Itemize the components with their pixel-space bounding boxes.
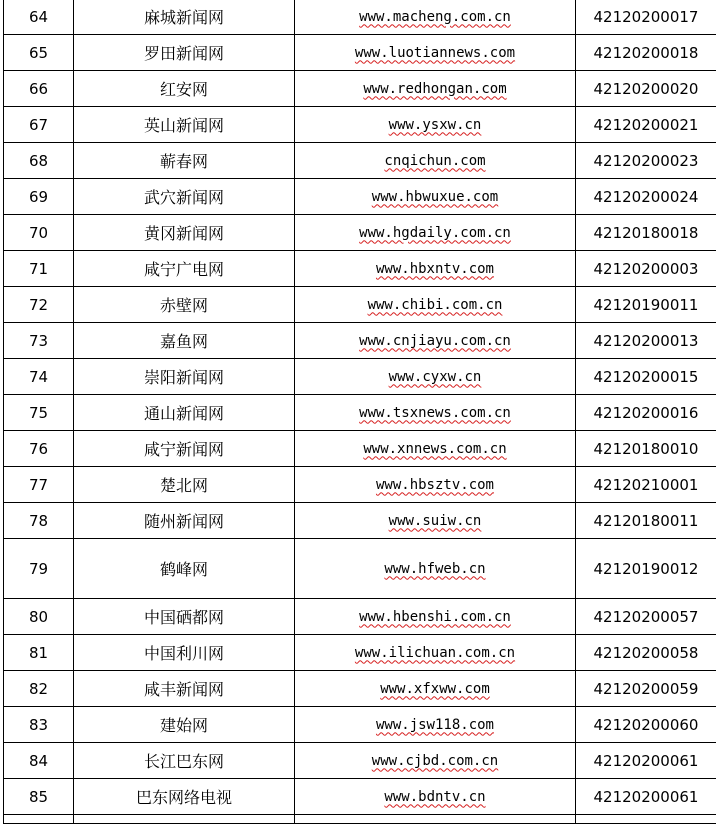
license-number-cell: 42120200016 xyxy=(576,395,717,431)
table-row xyxy=(4,539,717,599)
row-number-cell: 80 xyxy=(4,599,74,635)
site-name-cell: 随州新闻网 xyxy=(74,503,295,539)
site-url-text: www.xnnews.com.cn xyxy=(363,440,507,457)
table-row xyxy=(4,395,717,431)
license-number-cell: 42120190011 xyxy=(576,287,717,323)
site-url-cell xyxy=(295,215,576,251)
table-row xyxy=(4,779,717,815)
license-number-cell: 42120200058 xyxy=(576,635,717,671)
license-number-cell: 42120200059 xyxy=(576,671,717,707)
site-url-cell xyxy=(295,71,576,107)
site-url-cell xyxy=(295,635,576,671)
row-number-cell: 78 xyxy=(4,503,74,539)
license-number-cell: 42120200024 xyxy=(576,179,717,215)
table-row xyxy=(4,707,717,743)
site-url-cell xyxy=(295,107,576,143)
site-url-cell xyxy=(295,431,576,467)
site-url-cell xyxy=(295,539,576,599)
table-row xyxy=(4,743,717,779)
row-number-cell: 84 xyxy=(4,743,74,779)
site-url-text: www.cjbd.com.cn xyxy=(371,752,499,769)
table-row xyxy=(4,107,717,143)
row-number-cell: 71 xyxy=(4,251,74,287)
site-name-cell: 英山新闻网 xyxy=(74,107,295,143)
site-name-cell: 咸丰新闻网 xyxy=(74,671,295,707)
table-row xyxy=(4,143,717,179)
site-url-text: www.hgdaily.com.cn xyxy=(359,224,511,241)
table-row xyxy=(4,287,717,323)
table-row xyxy=(4,431,717,467)
license-number-cell: 42120200061 xyxy=(576,779,717,815)
empty-cell xyxy=(295,815,576,824)
license-number-cell: 42120200057 xyxy=(576,599,717,635)
table-row xyxy=(4,635,717,671)
row-number-cell: 64 xyxy=(4,0,74,35)
empty-cell xyxy=(576,815,717,824)
site-url-cell xyxy=(295,779,576,815)
row-number-cell: 83 xyxy=(4,707,74,743)
table-row xyxy=(4,359,717,395)
row-number-cell: 85 xyxy=(4,779,74,815)
table-row xyxy=(4,215,717,251)
row-number-cell: 76 xyxy=(4,431,74,467)
site-url-text: www.suiw.cn xyxy=(388,512,482,529)
table-row xyxy=(4,323,717,359)
license-number-cell: 42120200015 xyxy=(576,359,717,395)
table-row xyxy=(4,179,717,215)
site-name-cell: 嘉鱼网 xyxy=(74,323,295,359)
site-url-cell xyxy=(295,359,576,395)
site-url-text: www.hfweb.cn xyxy=(384,560,486,577)
site-name-cell: 长江巴东网 xyxy=(74,743,295,779)
table-row xyxy=(4,503,717,539)
site-url-cell xyxy=(295,671,576,707)
row-number-cell: 65 xyxy=(4,35,74,71)
site-name-cell: 麻城新闻网 xyxy=(74,0,295,35)
row-number-cell: 73 xyxy=(4,323,74,359)
site-url-cell xyxy=(295,143,576,179)
table-row xyxy=(4,0,717,35)
table-row xyxy=(4,35,717,71)
row-number-cell: 68 xyxy=(4,143,74,179)
row-number-cell: 66 xyxy=(4,71,74,107)
site-url-text: www.hbxntv.com xyxy=(375,260,494,277)
site-url-cell xyxy=(295,395,576,431)
site-url-text: www.macheng.com.cn xyxy=(359,8,511,25)
row-number-cell: 77 xyxy=(4,467,74,503)
site-url-text: www.redhongan.com xyxy=(363,80,507,97)
row-number-cell: 75 xyxy=(4,395,74,431)
site-url-cell xyxy=(295,599,576,635)
site-url-cell xyxy=(295,179,576,215)
license-number-cell: 42120200020 xyxy=(576,71,717,107)
site-name-cell: 红安网 xyxy=(74,71,295,107)
table-row xyxy=(4,467,717,503)
table-row xyxy=(4,71,717,107)
site-name-cell: 赤壁网 xyxy=(74,287,295,323)
row-number-cell: 67 xyxy=(4,107,74,143)
site-url-text: www.ysxw.cn xyxy=(388,116,482,133)
license-number-cell: 42120200003 xyxy=(576,251,717,287)
site-url-text: www.jsw118.com xyxy=(375,716,494,733)
site-name-cell: 罗田新闻网 xyxy=(74,35,295,71)
site-name-cell: 通山新闻网 xyxy=(74,395,295,431)
site-url-cell xyxy=(295,0,576,35)
site-name-cell: 中国硒都网 xyxy=(74,599,295,635)
site-url-text: www.ilichuan.com.cn xyxy=(354,644,516,661)
site-name-cell: 建始网 xyxy=(74,707,295,743)
site-url-cell xyxy=(295,251,576,287)
row-number-cell: 81 xyxy=(4,635,74,671)
site-url-cell xyxy=(295,35,576,71)
site-name-cell: 巴东网络电视 xyxy=(74,779,295,815)
site-url-cell xyxy=(295,467,576,503)
row-number-cell: 69 xyxy=(4,179,74,215)
license-number-cell: 42120200013 xyxy=(576,323,717,359)
row-number-cell: 79 xyxy=(4,539,74,599)
license-number-cell: 42120180010 xyxy=(576,431,717,467)
table-body xyxy=(4,0,717,824)
license-number-cell: 42120210001 xyxy=(576,467,717,503)
site-name-cell: 中国利川网 xyxy=(74,635,295,671)
site-name-cell: 楚北网 xyxy=(74,467,295,503)
site-url-cell xyxy=(295,743,576,779)
site-name-cell: 鹤峰网 xyxy=(74,539,295,599)
row-number-cell: 82 xyxy=(4,671,74,707)
empty-cell xyxy=(74,815,295,824)
table-row xyxy=(4,671,717,707)
license-number-cell: 42120200061 xyxy=(576,743,717,779)
license-number-cell: 42120180011 xyxy=(576,503,717,539)
site-url-cell xyxy=(295,503,576,539)
document-page xyxy=(3,0,716,834)
site-url-text: www.xfxww.com xyxy=(380,680,490,697)
empty-cell xyxy=(4,815,74,824)
table-row xyxy=(4,599,717,635)
site-url-cell xyxy=(295,707,576,743)
site-url-cell xyxy=(295,287,576,323)
table-row xyxy=(4,251,717,287)
license-number-cell: 42120200023 xyxy=(576,143,717,179)
site-url-text: www.bdntv.cn xyxy=(384,788,486,805)
site-name-cell: 咸宁新闻网 xyxy=(74,431,295,467)
site-name-cell: 黄冈新闻网 xyxy=(74,215,295,251)
site-url-text: www.hbsztv.com xyxy=(375,476,494,493)
site-name-cell: 蕲春网 xyxy=(74,143,295,179)
site-name-cell: 咸宁广电网 xyxy=(74,251,295,287)
license-number-cell: 42120190012 xyxy=(576,539,717,599)
site-url-text: cnqichun.com xyxy=(384,152,486,169)
row-number-cell: 72 xyxy=(4,287,74,323)
license-number-cell: 42120200017 xyxy=(576,0,717,35)
site-url-text: www.tsxnews.com.cn xyxy=(359,404,511,421)
site-url-text: www.chibi.com.cn xyxy=(367,296,503,313)
site-name-cell: 崇阳新闻网 xyxy=(74,359,295,395)
row-number-cell: 74 xyxy=(4,359,74,395)
site-url-text: www.hbwuxue.com xyxy=(371,188,499,205)
table-row-partial xyxy=(4,815,717,824)
license-number-cell: 42120200060 xyxy=(576,707,717,743)
license-number-cell: 42120180018 xyxy=(576,215,717,251)
site-url-cell xyxy=(295,323,576,359)
row-number-cell: 70 xyxy=(4,215,74,251)
site-url-text: www.cyxw.cn xyxy=(388,368,482,385)
site-url-text: www.cnjiayu.com.cn xyxy=(359,332,511,349)
site-name-cell: 武穴新闻网 xyxy=(74,179,295,215)
site-url-text: www.hbenshi.com.cn xyxy=(359,608,511,625)
license-number-cell: 42120200021 xyxy=(576,107,717,143)
license-number-cell: 42120200018 xyxy=(576,35,717,71)
news-site-table xyxy=(3,0,716,824)
site-url-text: www.luotiannews.com xyxy=(354,44,516,61)
